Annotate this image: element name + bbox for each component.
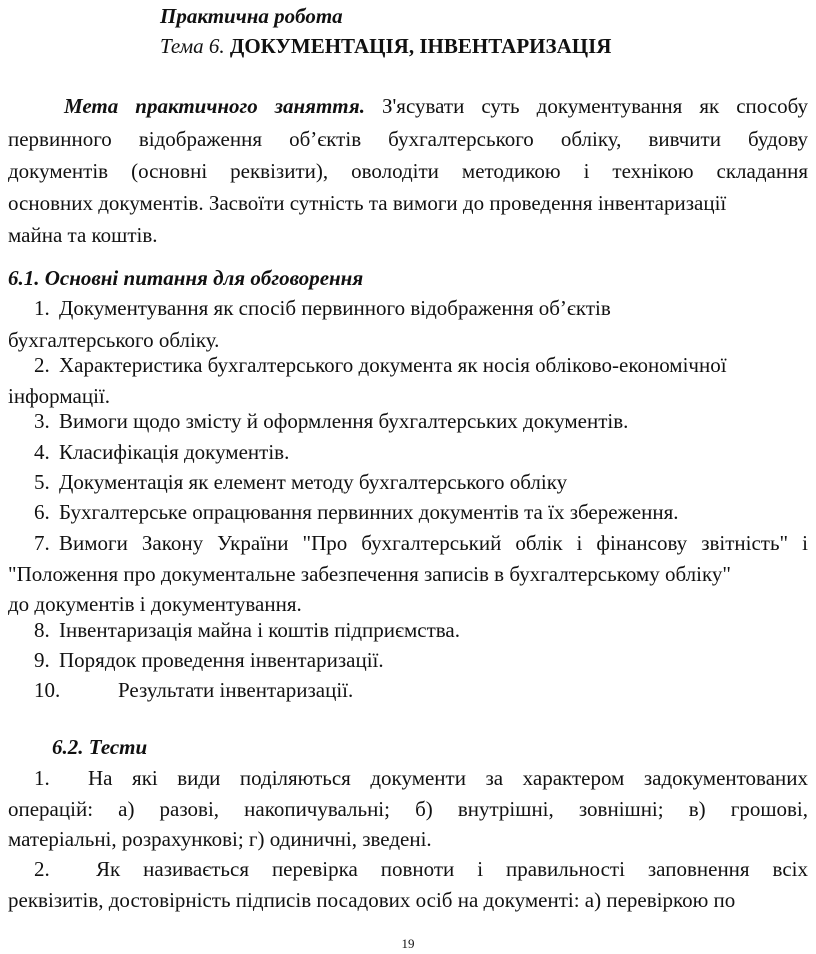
section-heading-discussion: 6.1. Основні питання для обговорення	[8, 266, 364, 290]
section-heading-tests: 6.2. Тести	[52, 735, 148, 759]
list-item-number: 7.	[34, 531, 50, 555]
test-item-number: 1.	[34, 766, 50, 790]
list-item	[34, 527, 808, 560]
goal-line-5: майна та коштів.	[8, 223, 158, 247]
practical-work-title	[160, 0, 343, 33]
goal-line-4: основних документів. Засвоїти сутність та вимоги до проведення інвентаризації	[8, 191, 727, 215]
list-item	[34, 466, 567, 499]
list-item-text: Порядок проведення інвентаризації.	[59, 648, 384, 672]
goal-label: Мета практичного заняття.	[64, 94, 365, 118]
list-item-text: Класифікація документів.	[59, 440, 290, 464]
topic-title: ДОКУМЕНТАЦІЯ, ІНВЕНТАРИЗАЦІЯ	[229, 34, 612, 58]
list-item-text: Інвентаризація майна і коштів підприємства.	[59, 618, 460, 642]
list-item-continuation: до документів і документування.	[8, 592, 302, 616]
list-item-text: Бухгалтерське опрацювання первинних документів та їх збереження.	[59, 500, 679, 524]
list-item	[34, 644, 384, 677]
list-item-number: 6.	[34, 500, 50, 524]
list-item-number: 3.	[34, 409, 50, 433]
list-item-text: Вимоги щодо змісту й оформлення бухгалтерських документів.	[59, 409, 629, 433]
goal-line-2: первинного відображення об’єктів бухгалтерського обліку, вивчити будову	[8, 127, 808, 151]
test-item	[34, 762, 808, 795]
list-item-number: 2.	[34, 353, 50, 377]
topic-heading	[160, 30, 611, 63]
list-item	[34, 349, 727, 382]
list-item-number: 8.	[34, 618, 50, 642]
list-item-text: Характеристика бухгалтерського документа як носія обліково-економічної	[59, 353, 727, 377]
list-item	[34, 436, 289, 469]
test-item-text: Як називається перевірка повноти і правильності заповнення всіх	[96, 857, 808, 881]
goal-text-1: З'ясувати суть документування як способу	[381, 94, 808, 118]
test-item-continuation: операцій: а) разові, накопичувальні; б) внутрішні, зовнішні; в) грошові,	[8, 797, 808, 821]
test-item	[34, 853, 808, 886]
list-item	[34, 292, 611, 325]
title-label: Практична робота	[160, 4, 343, 28]
list-item-number: 5.	[34, 470, 50, 494]
list-item-number: 1.	[34, 296, 50, 320]
list-item-number: 9.	[34, 648, 50, 672]
test-item-continuation: реквізитів, достовірність підписів посадових осіб на документі: а) перевіркою по	[8, 888, 736, 912]
list-item-number: 10.	[34, 678, 61, 702]
list-item	[34, 674, 353, 707]
test-item-number: 2.	[34, 857, 50, 881]
topic-prefix: Тема 6.	[160, 34, 225, 58]
list-item-continuation: інформації.	[8, 384, 110, 408]
list-item-text: Вимоги Закону України "Про бухгалтерський облік і фінансову звітність" і	[59, 531, 808, 555]
test-item-continuation: матеріальні, розрахункові; г) одиничні, зведені.	[8, 827, 432, 851]
list-item-number: 4.	[34, 440, 50, 464]
list-item-continuation: бухгалтерського обліку.	[8, 328, 220, 352]
goal-line-3: документів (основні реквізити), оволодіти методикою і технікою складання	[8, 159, 808, 183]
list-item	[34, 405, 628, 438]
list-item	[34, 614, 460, 647]
list-item-text: Документування як спосіб первинного відображення об’єктів	[59, 296, 611, 320]
list-item-continuation: "Положення про документальне забезпечення записів в бухгалтерському обліку"	[8, 562, 731, 586]
page-number: 19	[401, 936, 415, 951]
test-item-text: На які види поділяються документи за характером задокументованих	[88, 766, 808, 790]
list-item	[34, 496, 679, 529]
list-item-text: Документація як елемент методу бухгалтерського обліку	[59, 470, 568, 494]
list-item-text: Результати інвентаризації.	[118, 678, 354, 702]
goal-line-1	[64, 90, 808, 123]
